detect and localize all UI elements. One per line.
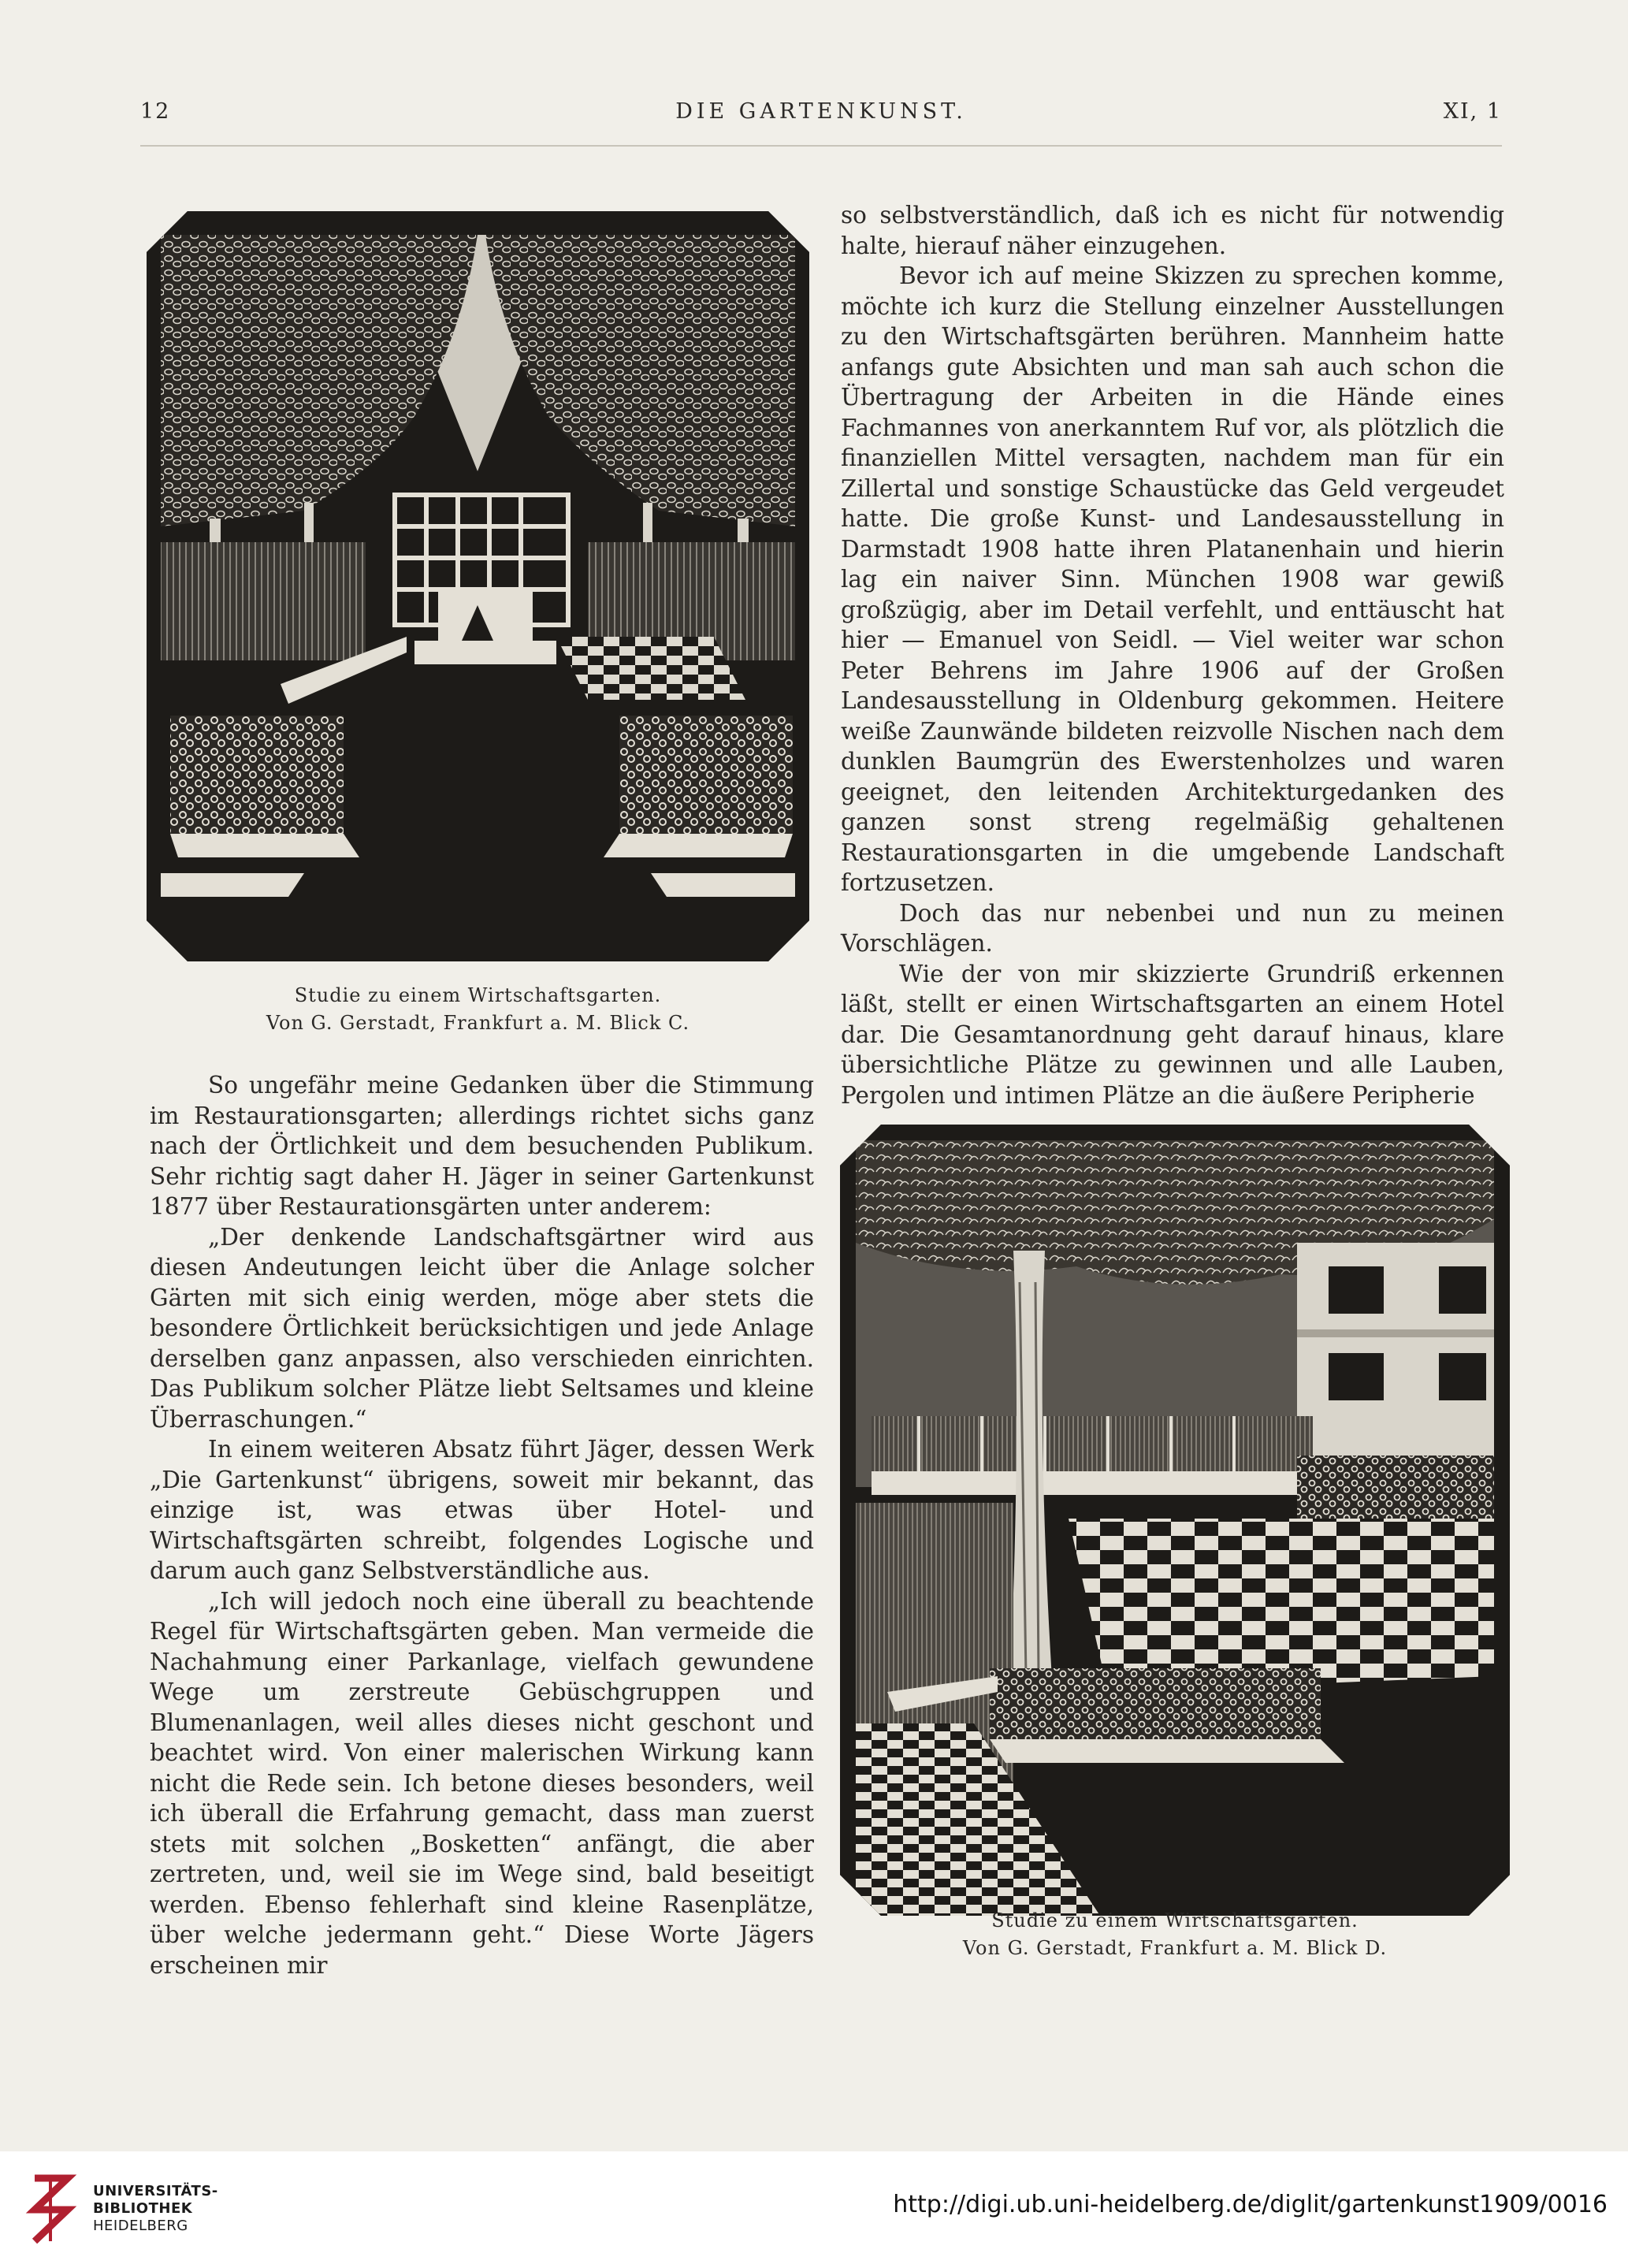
left-text-column bbox=[150, 1070, 814, 1980]
header-rule bbox=[140, 145, 1502, 147]
page-number: 12 bbox=[140, 99, 171, 124]
paragraph: Doch das nur nebenbei und nun zu meinen Vorschlägen. bbox=[841, 899, 1504, 957]
library-line3: HEIDELBERG bbox=[93, 2218, 188, 2234]
running-header bbox=[140, 99, 1502, 139]
source-url-link[interactable]: http://digi.ub.uni-heidelberg.de/diglit/gartenkunst1909/0016 bbox=[893, 2191, 1608, 2218]
paragraph: Wie der von mir skizzierte Grundriß erkennen läßt, stellt er einen Wirtschaftsgarten an einem Hotel dar. Die Gesamtanordnung geht darauf hinaus, klare übersichtliche Plätze zu gewinnen und alle Lauben, Pergolen und intimen Plätze an die äußere Peripherie bbox=[841, 960, 1504, 1109]
paragraph: „Der denkende Landschaftsgärtner wird aus diesen Andeutungen leicht über die Anlage solcher Gärten mit sich einig werden, möge aber stets die besondere Örtlichkeit berücksichtigen und jede Anlage derselben ganz anpassen, also verschieden einrichten. Das Publikum solcher Plätze liebt Seltsames und kleine Überraschungen.“ bbox=[150, 1223, 814, 1433]
paragraph: so selbstverständlich, daß ich es nicht für notwendig halte, hierauf näher einzugehen. bbox=[841, 202, 1504, 259]
volume-number: XI, 1 bbox=[1443, 99, 1502, 124]
garden-drawing-c bbox=[147, 211, 809, 961]
caption-credit: Von G. Gerstadt, Frankfurt a. M. Blick D. bbox=[962, 1937, 1388, 1959]
caption-credit: Von G. Gerstadt, Frankfurt a. M. Blick C. bbox=[266, 1012, 690, 1034]
digitization-footer bbox=[0, 2151, 1628, 2268]
garden-illustration-blick-c bbox=[147, 211, 809, 961]
library-line2: BIBLIOTHEK bbox=[93, 2200, 193, 2217]
caption-title: Studie zu einem Wirtschaftsgarten. bbox=[991, 1909, 1359, 1932]
garden-drawing-d bbox=[840, 1125, 1510, 1916]
figure-caption-d bbox=[840, 1907, 1510, 1962]
garden-illustration-blick-d bbox=[840, 1125, 1510, 1916]
caption-title: Studie zu einem Wirtschaftsgarten. bbox=[294, 984, 662, 1006]
figure-caption-c bbox=[147, 982, 809, 1037]
paragraph: So ungefähr meine Gedanken über die Stimmung im Restaurationsgarten; allerdings richtet sichs ganz nach der Örtlichkeit und dem besuchenden Publikum. Sehr richtig sagt daher H. Jäger in seiner Gartenkunst 1877 über Restaurationsgärten unter anderem: bbox=[150, 1072, 814, 1220]
paragraph: „Ich will jedoch noch eine überall zu beachtende Regel für Wirtschaftsgärten geben. Man vermeide die Nachahmung einer Parkanlage, vielfach gewundene Wege um zerstreute Gebüschgruppen und Blumenanlagen, weil alles dieses nicht geschont und beachtet wird. Von einer malerischen Wirkung kann nicht die Rede sein. Ich betone dieses besonders, weil ich überall die Erfahrung gemacht, dass man zuerst stets mit solchen „Bosketten“ anfängt, die aber zertreten, und, weil sie im Wege sind, bald beseitigt werden. Ebenso fehlerhaft sind kleine Rasenplätze, über welche jedermann geht.“ Diese Worte Jägers erscheinen mir bbox=[150, 1587, 814, 1979]
library-line1: UNIVERSITÄTS- bbox=[93, 2183, 218, 2199]
library-logo-icon bbox=[19, 2170, 84, 2249]
paragraph: Bevor ich auf meine Skizzen zu sprechen komme, möchte ich kurz die Stellung einzelner Ausstellungen zu den Wirtschaftsgärten berühren. Mannheim hatte anfangs gute Absichten und man sah auch schon die Übertragung der Arbeiten in die Hände eines Fachmannes von anerkanntem Ruf vor, als plötzlich die finanziellen Mittel versagten, nachdem man für ein Zillertal und sonstige Schaustücke das Geld vergeudet hatte. Die große Kunst- und Landesausstellung in Darmstadt 1908 hatte ihren Platanenhain und hierin lag ein naiver Sinn. München 1908 war gewiß großzügig, aber im Detail verfehlt, und enttäuscht hat hier — Emanuel von Seidl. — Viel weiter war schon Peter Behrens im Jahre 1906 auf der Großen Landesausstellung in Oldenburg gekommen. Heitere weiße Zaunwände bildeten reizvolle Nischen nach dem dunklen Baumgrün des Ewerstenholzes und waren geeignet, den leitenden Architekturgedanken des ganzen sonst streng regelmäßig gehaltenen Restaurationsgarten in die umgebende Landschaft fortzusetzen. bbox=[841, 262, 1504, 896]
right-text-column bbox=[841, 200, 1504, 1110]
journal-title: DIE GARTENKUNST. bbox=[675, 99, 967, 124]
library-name bbox=[93, 2183, 218, 2235]
paragraph: In einem weiteren Absatz führt Jäger, dessen Werk „Die Gartenkunst“ übrigens, soweit mir bekannt, das einzige ist, was etwas über Hotel- und Wirtschaftsgärten schreibt, folgendes Logische und darum auch ganz Selbstverständliche aus. bbox=[150, 1436, 814, 1584]
